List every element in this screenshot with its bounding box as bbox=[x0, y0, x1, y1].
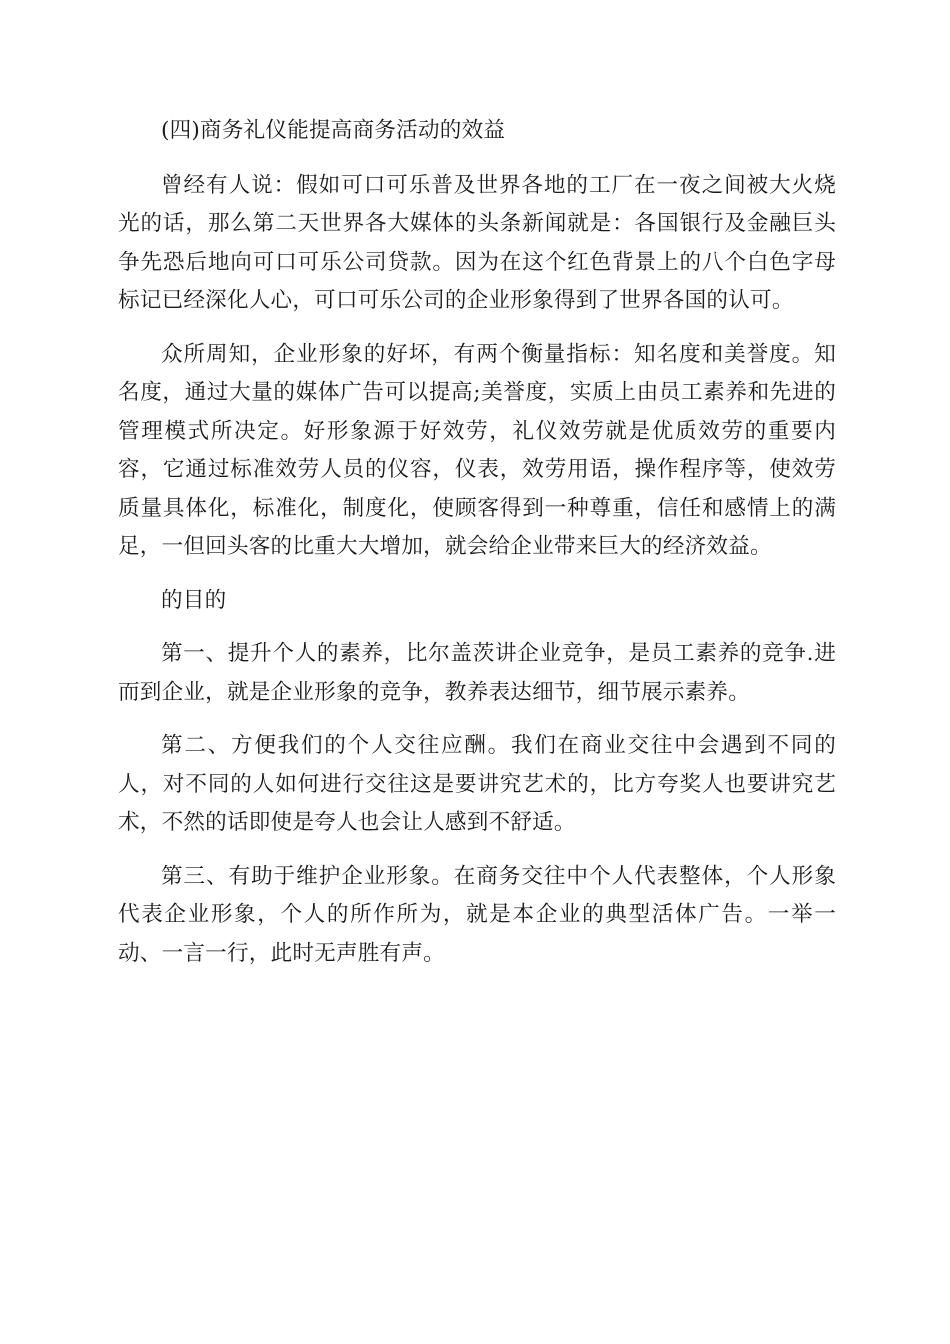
paragraph-corporate-image: 众所周知，企业形象的好坏，有两个衡量指标：知名度和美誉度。知名度，通过大量的媒体广告可以提高;美誉度，实质上由员工素养和先进的管理模式所决定。好形象源于好效劳，礼仪效劳就是优质效劳的重要内容，它通过标准效劳人员的仪容，仪表，效劳用语，操作程序等，使效劳质量具体化，标准化，制度化，使顾客得到一种尊重，信任和感情上的满足，一但回头客的比重大大增加，就会给企业带来巨大的经济效益。 bbox=[118, 341, 836, 559]
paragraph-coca-cola: 曾经有人说：假如可口可乐普及世界各地的工厂在一夜之间被大火烧光的话，那么第二天世界各大媒体的头条新闻就是：各国银行及金融巨头争先恐后地向可口可乐公司贷款。因为在这个红色背景上的八个白色字母标记已经深化人心，可口可乐公司的企业形象得到了世界各国的认可。 bbox=[118, 172, 836, 313]
document-body bbox=[118, 112, 836, 988]
paragraph-third-point: 第三、有助于维护企业形象。在商务交往中个人代表整体，个人形象代表企业形象，个人的所作所为，就是本企业的典型活体广告。一举一动、一言一行，此时无声胜有声。 bbox=[118, 863, 836, 966]
section-heading: (四)商务礼仪能提高商务活动的效益 bbox=[161, 118, 506, 143]
paragraph-first-point: 第一、提升个人的素养，比尔盖茨讲企业竞争，是员工素养的竞争.进而到企业，就是企业形象的竞争，教养表达细节，细节展示素养。 bbox=[118, 641, 836, 705]
paragraph-purpose-title: 的目的 bbox=[161, 587, 227, 613]
paragraph-second-point: 第二、方便我们的个人交往应酬。我们在商业交往中会遇到不同的人，对不同的人如何进行交往这是要讲究艺术的，比方夸奖人也要讲究艺术，不然的话即使是夸人也会让人感到不舒适。 bbox=[118, 733, 836, 835]
